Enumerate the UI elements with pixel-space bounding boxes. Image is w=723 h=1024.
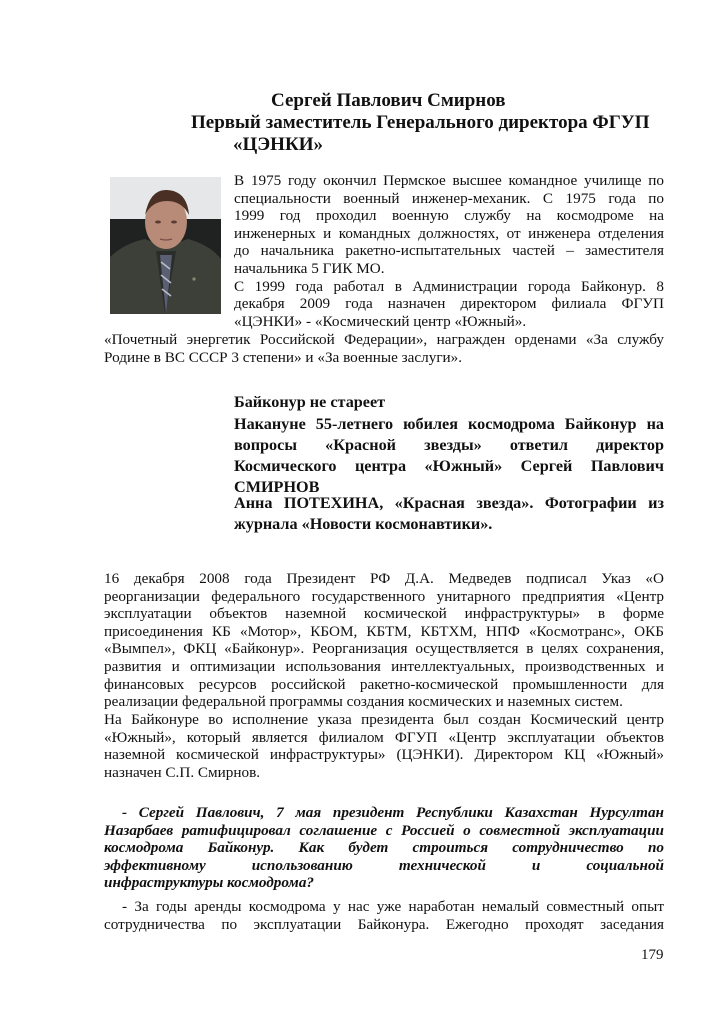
bio-line: специальности военный инженер-механик. С 1975 года по bbox=[234, 189, 664, 207]
byline-line: Анна ПОТЕХИНА, «Красная звезда». Фотографии из bbox=[234, 494, 664, 512]
paragraph-line: «Вымпел», ФКЦ «Байконур». Реорганизация осуществляется в целях сохранения, bbox=[104, 640, 664, 658]
question-line: - Сергей Павлович, 7 мая президент Республики Казахстан Нурсултан bbox=[122, 804, 664, 821]
bio-line: декабря 2009 года назначен директором филиала ФГУП bbox=[234, 295, 664, 313]
portrait-photo bbox=[110, 177, 221, 314]
paragraph-line: На Байконуре во исполнение указа президента был создан Космический центр bbox=[104, 711, 664, 728]
answer-line: - За годы аренды космодрома у нас уже наработан немалый совместный опыт bbox=[122, 898, 664, 915]
bio-line: до начальника ракетно-испытательных частей – заместителя bbox=[234, 242, 664, 260]
paragraph-line: финансовых ресурсов российской ракетно-космической промышленности для bbox=[104, 675, 664, 693]
article-byline bbox=[234, 493, 664, 535]
awards-line: «Почетный энергетик Российской Федерации», награжден орденами «За службу bbox=[104, 331, 664, 348]
paragraph-line: реализации федеральной программы создания космических и наземных систем. bbox=[104, 693, 623, 711]
lead-line: Космического центра «Южный» Сергей Павлович bbox=[234, 457, 664, 475]
page-number: 179 bbox=[641, 947, 664, 963]
position-org: «ЦЭНКИ» bbox=[233, 134, 323, 155]
bio-line: начальника 5 ГИК МО. bbox=[234, 259, 385, 277]
paragraph-line: эксплуатации объектов наземной космической инфраструктуры» в форме bbox=[104, 605, 664, 623]
bio-line: инженерных и командных должностях, от инженера отделения bbox=[234, 224, 664, 242]
question-line: Назарбаев ратифицировал соглашение с Россией о совместной эксплуатации bbox=[104, 821, 664, 839]
bio-line: «ЦЭНКИ» - «Космический центр «Южный». bbox=[234, 312, 527, 330]
lead-line: Накануне 55-летнего юбилея космодрома Байконур на bbox=[234, 415, 664, 433]
question-line: инфраструктуры космодрома? bbox=[104, 874, 315, 892]
interview-question bbox=[104, 804, 664, 892]
article-headline: Байконур не стареет bbox=[234, 393, 386, 411]
portrait-image bbox=[110, 177, 221, 314]
paragraph-line: развития и оптимизации использования интеллектуальных, производственных и bbox=[104, 657, 664, 675]
bio-line: В 1975 году окончил Пермское высшее командное училище по bbox=[234, 172, 664, 189]
bio-line: С 1999 года работал в Администрации города Байконур. 8 bbox=[234, 277, 664, 295]
answer-line: сотрудничества по эксплуатации Байконура. Ежегодно проходят заседания bbox=[104, 915, 664, 933]
paragraph-line: 16 декабря 2008 года Президент РФ Д.А. Медведев подписал Указ «О bbox=[104, 570, 664, 587]
article-lead bbox=[234, 414, 664, 498]
byline-line: журнала «Новости космонавтики». bbox=[234, 515, 493, 533]
bio-paragraph bbox=[234, 172, 664, 330]
paragraph-line: «Южный», который является филиалом ФГУП «Центр эксплуатации объектов bbox=[104, 728, 664, 746]
lead-line: вопросы «Красной звезды» ответил директор bbox=[234, 436, 664, 454]
lead-line: СМИРНОВ bbox=[234, 478, 320, 496]
paragraph-line: присоединения КБ «Мотор», КБОМ, КБТМ, КБТХМ, НПФ «Космотранс», ОКБ bbox=[104, 622, 664, 640]
awards-paragraph bbox=[104, 331, 664, 366]
article-paragraph-2 bbox=[104, 711, 664, 781]
question-line: эффективному использованию технической и социальной bbox=[104, 856, 664, 874]
position-title: Первый заместитель Генерального директора ФГУП bbox=[191, 112, 650, 133]
person-name: Сергей Павлович Смирнов bbox=[271, 90, 506, 111]
awards-line: Родине в ВС СССР 3 степени» и «За военные заслуги». bbox=[104, 348, 463, 366]
paragraph-line: наземной космической инфраструктуры» (ЦЭНКИ). Директором КЦ «Южный» bbox=[104, 746, 664, 764]
question-line: космодрома Байконур. Как будет строиться сотрудничество по bbox=[104, 839, 664, 857]
paragraph-line: реорганизации федерального государственного унитарного предприятия «Центр bbox=[104, 587, 664, 605]
bio-line: 1999 год проходил военную службу на космодроме на bbox=[234, 207, 664, 225]
paragraph-line: назначен С.П. Смирнов. bbox=[104, 763, 261, 781]
interview-answer bbox=[104, 898, 664, 933]
article-paragraph-1 bbox=[104, 570, 664, 711]
